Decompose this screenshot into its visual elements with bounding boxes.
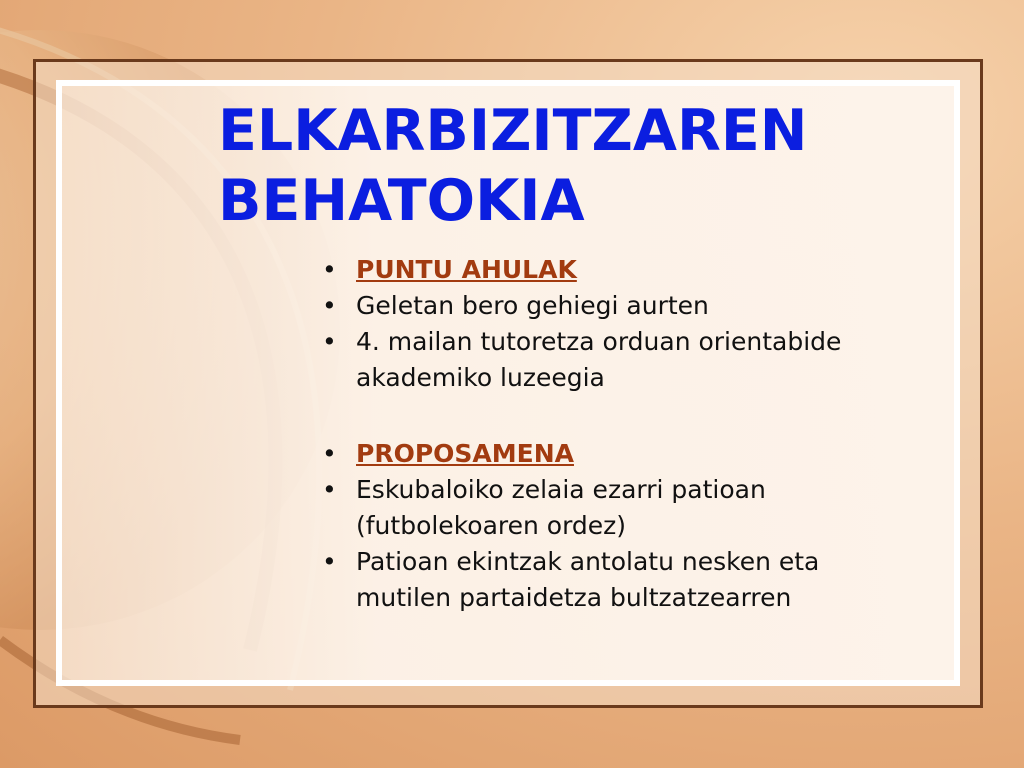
bullet-text: PUNTU AHULAK: [356, 255, 577, 284]
bullet-dot: •: [322, 327, 337, 356]
bullet-text: Eskubaloiko zelaia ezarri patioan (futbolekoaren ordez): [356, 475, 766, 540]
list-item: [322, 288, 922, 324]
bullet-dot: •: [322, 291, 337, 320]
slide-title-line-2: BEHATOKIA: [218, 168, 585, 234]
list-item: [322, 472, 922, 544]
bullet-text: Patioan ekintzak antolatu nesken eta mutilen partaidetza bultzatzearren: [356, 547, 820, 612]
list-spacer: [322, 396, 922, 436]
bullet-dot: •: [322, 547, 337, 576]
slide-title-line-1: ELKARBIZITZAREN: [218, 98, 808, 164]
section-heading-proposal: [322, 436, 922, 472]
bullet-dot: •: [322, 439, 337, 468]
bullet-dot: •: [322, 475, 337, 504]
bullet-text: 4. mailan tutoretza orduan orientabide akademiko luzeegia: [356, 327, 842, 392]
bullet-text: Geletan bero gehiegi aurten: [356, 291, 709, 320]
bullet-text: PROPOSAMENA: [356, 439, 574, 468]
list-item: [322, 544, 922, 616]
slide-title: [218, 96, 938, 236]
list-item: [322, 324, 922, 396]
bullet-list: [322, 252, 922, 616]
section-heading-weak-points: [322, 252, 922, 288]
bullet-dot: •: [322, 255, 337, 284]
